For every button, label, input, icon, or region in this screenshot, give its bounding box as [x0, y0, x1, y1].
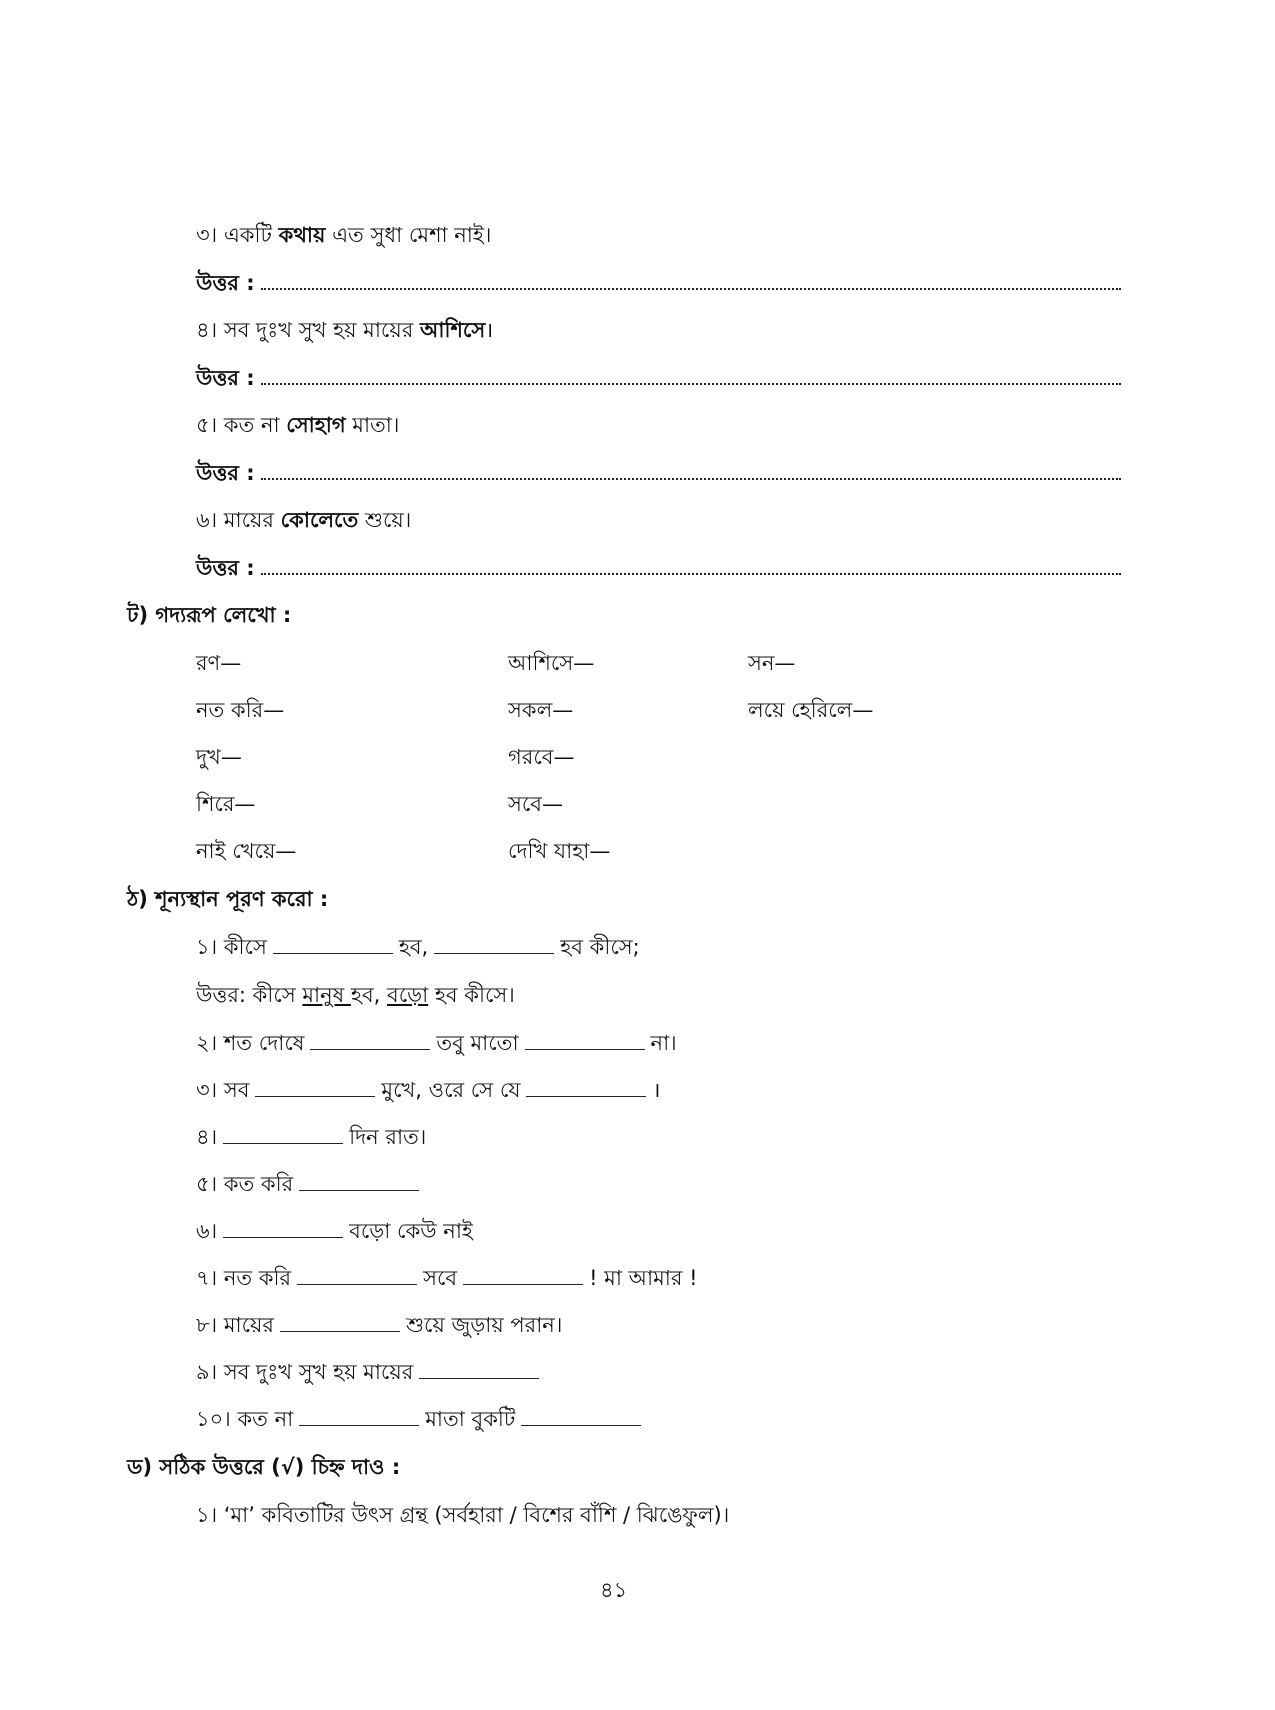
word-item: আশিসে—	[508, 651, 595, 675]
section-heading-t: ট) গদ্যরূপ লেখো :	[127, 603, 292, 627]
word-item: সবে—	[508, 792, 563, 816]
section-heading-d: ড) সঠিক উত্তরে (√) চিহ্ন দাও :	[127, 1455, 401, 1479]
word-item: রণ—	[196, 651, 242, 675]
fill-item-1: ১। কীসে হব, হব কীসে;	[196, 935, 640, 959]
fill-item-4: ৪। দিন রাত।	[196, 1125, 427, 1149]
question-3: ৩। একটি কথায় এত সুধা মেশা নাই।	[196, 223, 492, 247]
word-item: নাই খেয়ে—	[196, 839, 297, 863]
answer-line[interactable]: উত্তর :	[196, 553, 1121, 583]
fill-item-9: ৯। সব দুঃখ সুখ হয় মায়ের	[196, 1357, 545, 1387]
word-item: লয়ে হেরিলে—	[748, 698, 874, 722]
question-4: ৪। সব দুঃখ সুখ হয় মায়ের আশিসে।	[196, 318, 494, 342]
mcq-item-1: ১। ‘মা’ কবিতাটির উৎস গ্রন্থ (সর্বহারা / বিশের বাঁশি / ঝিঙেফুল)।	[196, 1503, 730, 1527]
fill-item-8: ৮। মায়ের শুয়ে জুড়ায় পরান।	[196, 1313, 563, 1337]
word-item: সন—	[748, 651, 796, 675]
fill-item-3: ৩। সব মুখে, ওরে সে যে ।	[196, 1078, 661, 1102]
section-heading-th: ঠ) শূন্যস্থান পূরণ করো :	[127, 887, 329, 911]
word-item: সকল—	[508, 698, 574, 722]
answer-line[interactable]: উত্তর :	[196, 268, 1121, 298]
fill-item-5: ৫। কত করি	[196, 1169, 425, 1199]
word-item: নত করি—	[196, 698, 285, 722]
fill-item-2: ২। শত দোষে তবু মাতো না।	[196, 1031, 677, 1055]
page-number: ৪১	[600, 1578, 628, 1602]
question-6: ৬। মায়ের কোলেতে শুয়ে।	[196, 508, 412, 532]
fill-item-10: ১০। কত না মাতা বুকটি	[196, 1404, 647, 1434]
answer-line[interactable]: উত্তর :	[196, 458, 1121, 488]
answer-line[interactable]: উত্তর :	[196, 363, 1121, 393]
word-item: দুখ—	[196, 745, 242, 769]
fill-item-6: ৬। বড়ো কেউ নাই	[196, 1219, 473, 1243]
word-item: গরবে—	[508, 745, 575, 769]
fill-item-7: ৭। নত করি সবে ! মা আমার !	[196, 1266, 698, 1290]
word-item: দেখি যাহা—	[508, 839, 611, 863]
question-5: ৫। কত না সোহাগ মাতা।	[196, 413, 400, 437]
example-answer: উত্তর: কীসে মানুষ হব, বড়ো হব কীসে।	[196, 983, 515, 1007]
word-item: শিরে—	[196, 792, 256, 816]
